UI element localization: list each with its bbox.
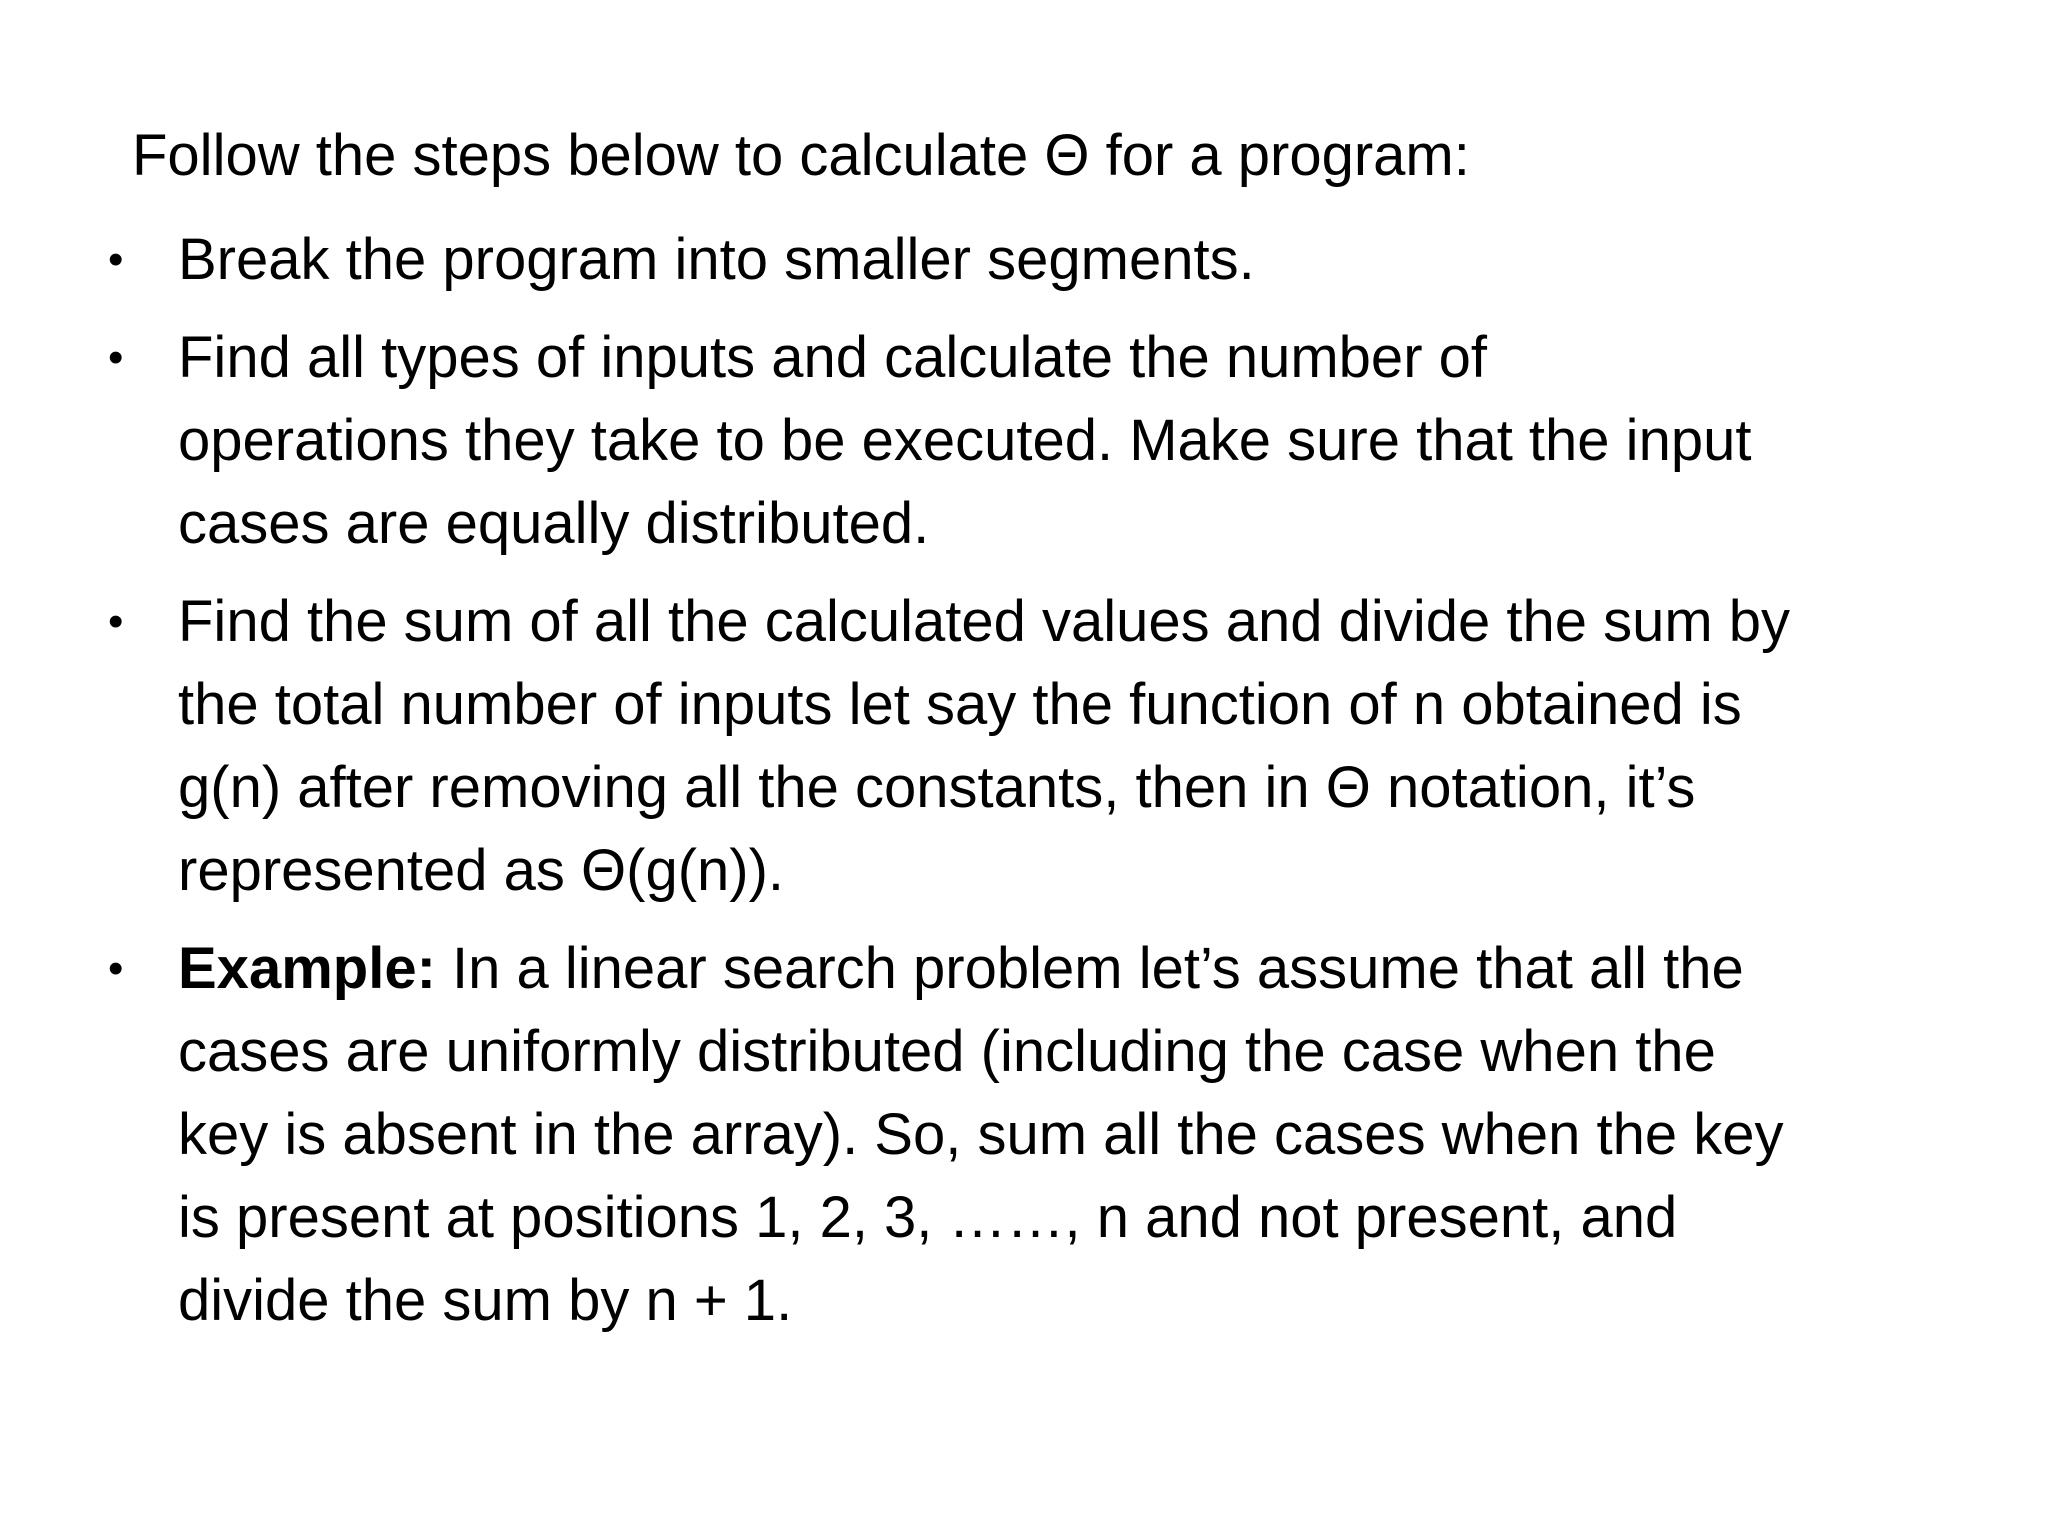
bullet-text-line: Find all types of inputs and calculate the number of [178,325,1487,390]
bullet-text-line: Break the program into smaller segments. [178,227,1255,292]
example-label: Example: [178,936,436,1001]
bullet-item-2 [0,316,1958,565]
bullet-text-line: divide the sum by n + 1. [178,1268,793,1333]
bullet-dot-icon: • [108,235,124,284]
bullet-item-3 [0,580,1958,912]
bullet-text-line: is present at positions 1, 2, 3, ……, n and not present, and [178,1185,1678,1250]
bullet-text-line: Find the sum of all the calculated values and divide the sum by [178,589,1791,654]
bullet-item-example [0,927,1958,1342]
bullet-text-line: cases are equally distributed. [178,491,930,556]
bullet-item-1 [0,218,1958,301]
intro-text: Follow the steps below to calculate Θ for a program: [132,123,1470,188]
example-first-line [178,927,1958,1010]
bullet-list [0,218,2048,1357]
bullet-text-line: cases are uniformly distributed (including the case when the [178,1019,1716,1084]
bullet-text-line: key is absent in the array). So, sum all the cases when the key [178,1102,1784,1167]
bullet-text-line: represented as Θ(g(n)). [178,838,785,903]
example-first-line-text: In a linear search problem let’s assume that all the [435,936,1744,1001]
bullet-dot-icon: • [108,597,124,646]
bullet-dot-icon: • [108,333,124,382]
bullet-text-line: the total number of inputs let say the function of n obtained is [178,672,1742,737]
bullet-text-line: operations they take to be executed. Make sure that the input [178,408,1752,473]
bullet-dot-icon: • [108,944,124,993]
bullet-text-line: g(n) after removing all the constants, then in Θ notation, it’s [178,755,1696,820]
